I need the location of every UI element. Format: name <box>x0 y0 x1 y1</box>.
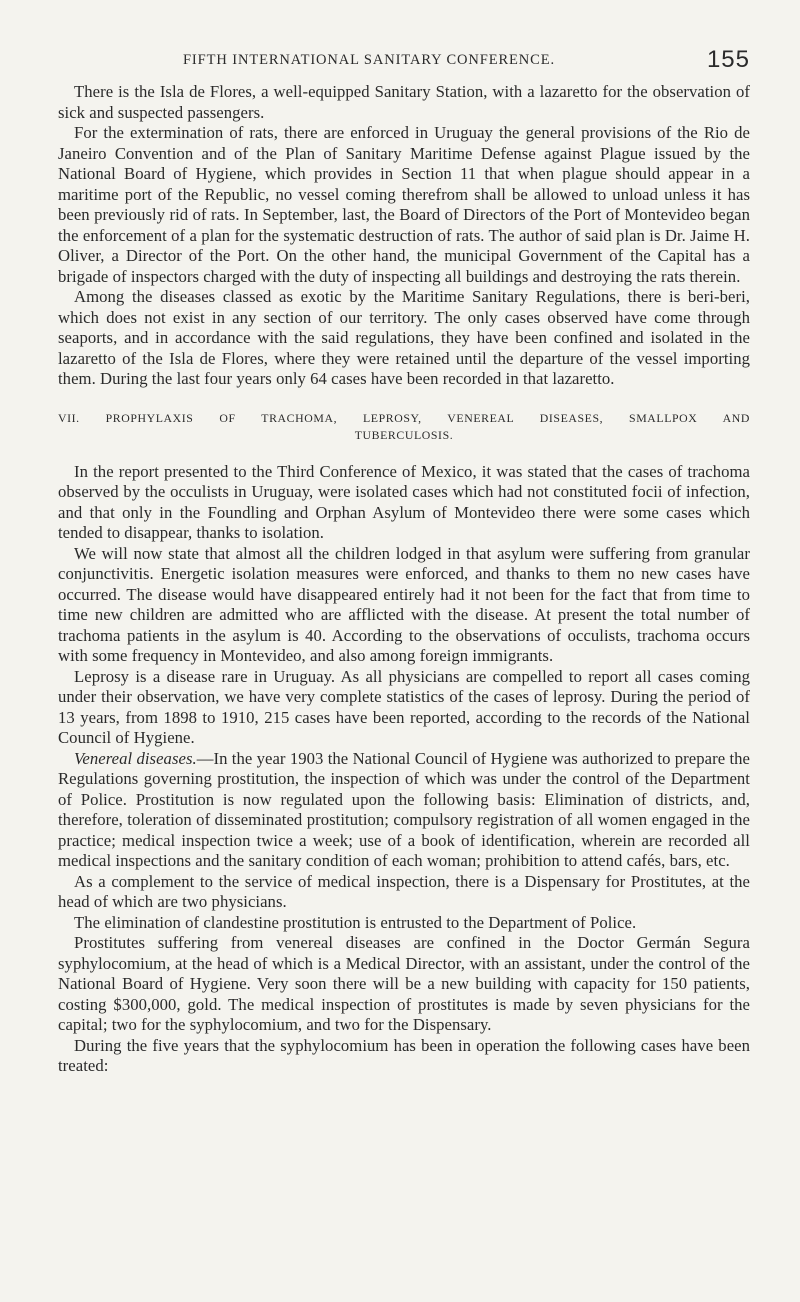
paragraph: We will now state that almost all the children lodged in that asylum were suffering from granular conjunctivitis. Energetic isolation measures were enforced, and thanks to them no new cases have occurred. The disease would have disappeared entirely had it not been for the fact that from time to time new children are admitted who are afflicted with the disease. At present the total number of trachoma patients in the asylum is 40. According to the observations of occulists, trachoma occurs with some frequency in Montevideo, and also among foreign immigrants. <box>58 543 750 665</box>
body-text <box>58 82 750 1077</box>
paragraph: There is the Isla de Flores, a well-equipped Sanitary Station, with a lazaretto for the observation of sick and suspected passengers. <box>58 82 750 122</box>
paragraph-venereal-diseases <box>58 749 750 872</box>
paragraph: Among the diseases classed as exotic by the Maritime Sanitary Regulations, there is beri-beri, which does not exist in any section of our territory. The only cases observed have come through seaports, and in accordance with the said regulations, they have been confined and isolated in the lazaretto of the Isla de Flores, where they were retained until the departure of the vessel importing them. During the last four years only 64 cases have been recorded in that lazaretto. <box>58 287 750 388</box>
venereal-diseases-lead: Venereal diseases. <box>74 748 197 768</box>
paragraph: As a complement to the service of medical inspection, there is a Dispensary for Prostitutes, at the head of which are two physicians. <box>58 871 750 911</box>
paragraph: Leprosy is a disease rare in Uruguay. As all physicians are compelled to report all cases coming under their observation, we have very complete statistics of the cases of leprosy. During the period of 13 years, from 1898 to 1910, 215 cases have been reported, according to the records of the National Council of Hygiene. <box>58 666 750 747</box>
running-header <box>58 46 750 82</box>
paragraph: The elimination of clandestine prostitution is entrusted to the Department of Police. <box>74 912 637 932</box>
section-heading-line: TUBERCULOSIS. <box>354 427 454 442</box>
paragraph: In the report presented to the Third Conference of Mexico, it was stated that the cases of trachoma observed by the occulists in Uruguay, were isolated cases which had not constituted focii of infection, and that only in the Foundling and Orphan Asylum of Montevideo there were some cases which tended to disappear, thanks to isolation. <box>58 461 750 542</box>
venereal-diseases-text: —In the year 1903 the National Council of Hygiene was authorized to prepare the Regulations governing prostitution, the inspection of which was under the control of the Department of Police. Prostitution is now regulated upon the following basis: Elimination of districts, and, therefore, toleration of disseminated prostitution; compulsory registration of all women engaged in the practice; medical inspection twice a week; use of a book of identification, wherein are recorded all medical inspections and the sanitary condition of each woman; prohibition to attend cafés, bars, etc. <box>58 748 750 870</box>
running-title: FIFTH INTERNATIONAL SANITARY CONFERENCE. <box>182 52 556 68</box>
paragraph: During the five years that the syphylocomium has been in operation the following cases have been treated: <box>58 1035 750 1075</box>
paragraph: For the extermination of rats, there are enforced in Uruguay the general provisions of the Rio de Janeiro Convention and of the Plan of Sanitary Maritime Defense against Plague issued by the National Board of Hygiene, which provides in Section 11 that when plague should appear in a maritime port of the Republic, no vessel coming therefrom shall be allowed to unload unless it has been previously rid of rats. In September, last, the Board of Directors of the Port of Montevideo began the enforcement of a plan for the systematic destruction of rats. The author of said plan is Dr. Jaime H. Oliver, a Director of the Port. On the other hand, the municipal Government of the Capital has a brigade of inspectors charged with the duty of inspecting all buildings and destroying the rats therein. <box>58 123 750 286</box>
page-number: 155 <box>706 46 750 73</box>
paragraph: Prostitutes suffering from venereal diseases are confined in the Doctor Germán Segura syphylocomium, at the head of which is a Medical Director, with an assistant, under the control of the National Board of Hygiene. Very soon there will be a new building with capacity for 150 patients, costing $300,000, gold. The medical inspection of prostitutes is made by seven physicians for the capital; two for the syphylocomium, and two for the Dispensary. <box>58 933 750 1034</box>
section-heading <box>58 410 750 444</box>
section-heading-line: VII. PROPHYLAXIS OF TRACHOMA, LEPROSY, VENEREAL DISEASES, SMALLPOX AND <box>58 410 750 425</box>
